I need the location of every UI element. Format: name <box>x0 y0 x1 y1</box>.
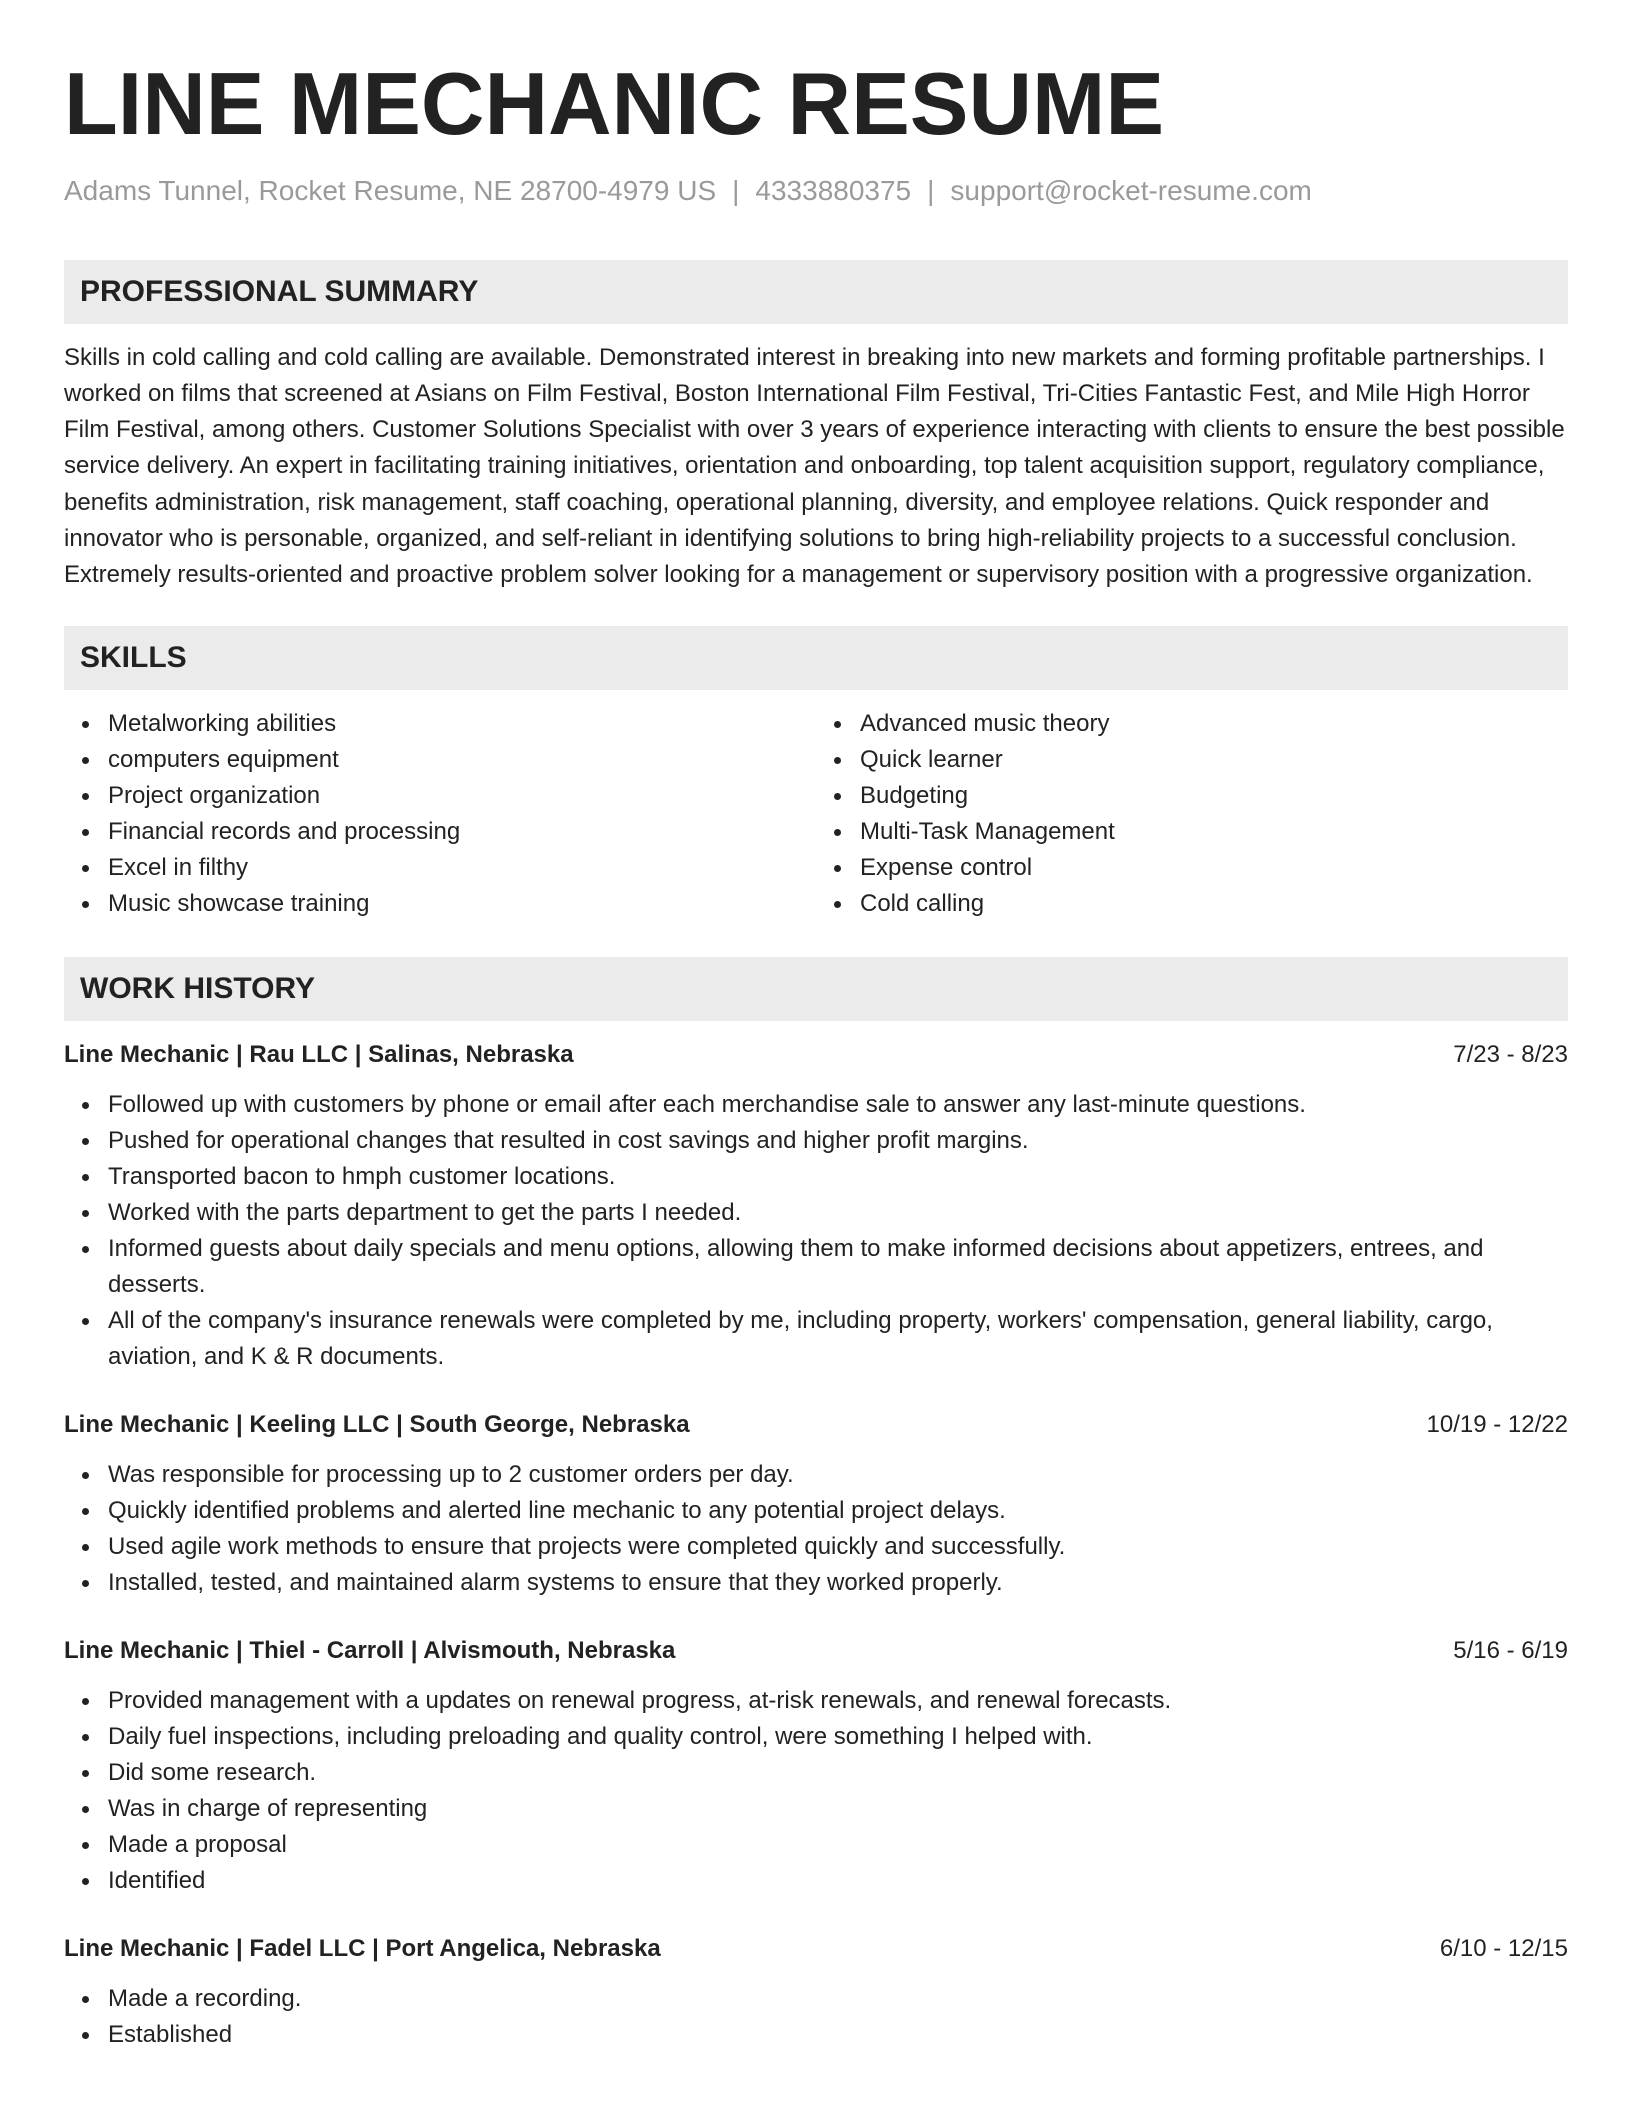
skill-item: Cold calling <box>860 886 1568 922</box>
skill-item: Advanced music theory <box>860 706 1568 742</box>
skill-item: Multi-Task Management <box>860 814 1568 850</box>
skills-column-right <box>816 706 1568 922</box>
job-dates: 10/19 - 12/22 <box>1426 1410 1568 1438</box>
work-history-section <box>64 957 1568 2053</box>
job-bullet: Did some research. <box>108 1755 1568 1791</box>
skills-column-left <box>64 706 816 922</box>
job-bullets <box>64 1457 1568 1601</box>
contact-line <box>64 174 1568 208</box>
job-bullet: Transported bacon to hmph customer locations. <box>108 1159 1568 1195</box>
job-bullet: Was in charge of representing <box>108 1791 1568 1827</box>
job-header <box>64 1633 1568 1669</box>
job-bullet: Installed, tested, and maintained alarm systems to ensure that they worked properly. <box>108 1565 1568 1601</box>
summary-text: Skills in cold calling and cold calling are available. Demonstrated interest in breaking into new markets and forming profitable partnerships. I worked on films that screened at Asians on Film Festival, Boston International Film Festival, Tri-Cities Fantastic Fest, and Mile High Horror Film Festival, among others. Customer Solutions Specialist with over 3 years of experience interacting with clients to ensure the best possible service delivery. An expert in facilitating training initiatives, orientation and onboarding, top talent acquisition support, regulatory compliance, benefits administration, risk management, staff coaching, operational planning, diversity, and employee relations. Quick responder and innovator who is personable, organized, and self-reliant in identifying solutions to bring high-reliability projects to a successful conclusion. Extremely results-oriented and proactive problem solver looking for a management or supervisory position with a progressive organization. <box>64 343 1565 589</box>
skill-item: Metalworking abilities <box>108 706 816 742</box>
job-bullet: Provided management with a updates on renewal progress, at-risk renewals, and renewal forecasts. <box>108 1683 1568 1719</box>
job-title: Line Mechanic | Rau LLC | Salinas, Nebraska <box>64 1040 574 1068</box>
job-bullet: Used agile work methods to ensure that projects were completed quickly and successfully. <box>108 1529 1568 1565</box>
job-bullet: Informed guests about daily specials and menu options, allowing them to make informed decisions about appetizers, entrees, and desserts. <box>108 1231 1568 1303</box>
skill-item: Expense control <box>860 850 1568 886</box>
contact-email: support@rocket-resume.com <box>950 175 1312 206</box>
job-dates: 5/16 - 6/19 <box>1453 1636 1568 1664</box>
job-bullet: Was responsible for processing up to 2 customer orders per day. <box>108 1457 1568 1493</box>
job-bullet: Followed up with customers by phone or email after each merchandise sale to answer any last-minute questions. <box>108 1087 1568 1123</box>
skills-section <box>64 626 1568 922</box>
job-bullet: Daily fuel inspections, including preloading and quality control, were something I helped with. <box>108 1719 1568 1755</box>
skill-item: computers equipment <box>108 742 816 778</box>
skill-item: Budgeting <box>860 778 1568 814</box>
job-bullet: Pushed for operational changes that resulted in cost savings and higher profit margins. <box>108 1123 1568 1159</box>
job-bullets <box>64 1981 1568 2053</box>
job-header <box>64 1407 1568 1443</box>
job-bullets <box>64 1087 1568 1375</box>
job-header <box>64 1037 1568 1073</box>
job-entry <box>64 1407 1568 1601</box>
job-bullet: Made a proposal <box>108 1827 1568 1863</box>
job-dates: 6/10 - 12/15 <box>1439 1934 1568 1962</box>
job-bullet: Worked with the parts department to get the parts I needed. <box>108 1195 1568 1231</box>
job-header <box>64 1931 1568 1967</box>
skill-item: Financial records and processing <box>108 814 816 850</box>
job-bullet: Made a recording. <box>108 1981 1568 2017</box>
job-dates: 7/23 - 8/23 <box>1453 1040 1568 1068</box>
contact-phone: 4333880375 <box>755 175 912 206</box>
job-bullet: Identified <box>108 1863 1568 1899</box>
job-bullet: Quickly identified problems and alerted line mechanic to any potential project delays. <box>108 1493 1568 1529</box>
summary-heading: PROFESSIONAL SUMMARY <box>64 260 1568 324</box>
contact-separator: | <box>732 175 740 206</box>
skill-item: Quick learner <box>860 742 1568 778</box>
job-entry <box>64 1633 1568 1899</box>
skills-heading: SKILLS <box>64 626 1568 690</box>
skills-grid <box>64 706 1568 922</box>
skill-item: Excel in filthy <box>108 850 816 886</box>
job-bullets <box>64 1683 1568 1899</box>
job-bullet: All of the company's insurance renewals were completed by me, including property, workers' compensation, general liability, cargo, aviation, and K & R documents. <box>108 1303 1568 1375</box>
contact-separator: | <box>927 175 935 206</box>
job-entry <box>64 1931 1568 2053</box>
job-entry <box>64 1037 1568 1375</box>
job-title: Line Mechanic | Thiel - Carroll | Alvismouth, Nebraska <box>64 1636 676 1664</box>
resume-title: LINE MECHANIC RESUME <box>64 54 1165 153</box>
contact-address: Adams Tunnel, Rocket Resume, NE 28700-4979 US <box>64 175 717 206</box>
job-bullet: Established <box>108 2017 1568 2053</box>
skill-item: Music showcase training <box>108 886 816 922</box>
job-title: Line Mechanic | Fadel LLC | Port Angelica, Nebraska <box>64 1934 661 1962</box>
work-history-heading: WORK HISTORY <box>64 957 1568 1021</box>
summary-section <box>64 260 1568 594</box>
skill-item: Project organization <box>108 778 816 814</box>
job-title: Line Mechanic | Keeling LLC | South George, Nebraska <box>64 1410 690 1438</box>
